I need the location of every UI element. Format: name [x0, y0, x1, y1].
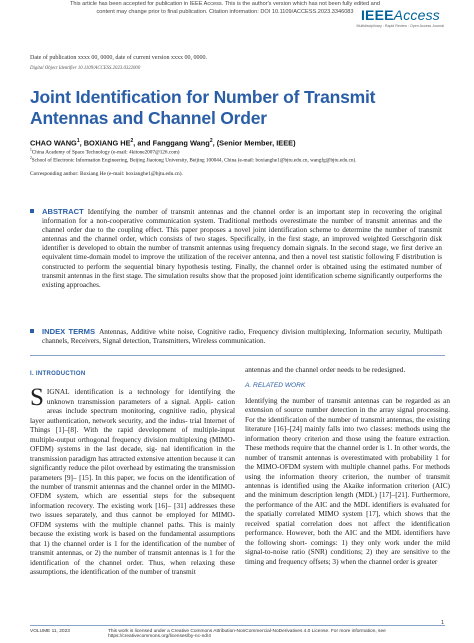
related-line: that the channel order is 1. In other words, the number of — [245, 443, 450, 462]
section-heading-introduction: I. INTRODUCTION — [30, 371, 86, 377]
related-line: Identifying the number of transmit antennas can be regarded — [245, 395, 434, 405]
intro-line: be employed for MIMO-OFDM systems with the multiple — [30, 510, 236, 529]
related-line: methods using the information theory criterion, the number of — [245, 462, 450, 481]
related-line: does not affect the identification performance. However, both — [245, 518, 450, 538]
index-terms-heading: INDEX TERMS — [42, 327, 96, 336]
logo-access-text: Access — [393, 7, 440, 23]
index-terms-marker-icon — [30, 329, 34, 333]
author-3: , and Fanggang Wang — [133, 138, 210, 148]
intro-line: order is 1 for the identification of the number of transmit — [30, 538, 235, 558]
corresponding-author: Corresponding author: Boxiang He (e-mail: boxianghe1@bjtu.edu.cn). — [30, 171, 183, 177]
logo-ieee-text: IEEE — [360, 7, 394, 23]
intro-line: channel paths. This is mainly because the existing work is — [30, 519, 235, 539]
intro-line: identification of the channel order. Thus, when relaxing these — [30, 557, 235, 567]
intro-line: [31] addresses these two issues separately, and thus cannot — [30, 500, 236, 520]
section-divider — [30, 355, 445, 356]
intro-line: pilot overhead by estimating the transmission parameters [9]– — [30, 463, 235, 482]
related-work-body — [245, 396, 450, 566]
related-line: ratio (SNR) conditions; 2) they are sensitive to the timing — [245, 547, 450, 566]
abstract-heading: ABSTRACT — [42, 207, 84, 216]
affiliation-1-text: China Academy of Space Technology (e-mail: 4kitone2007@126.com) — [31, 149, 180, 156]
right-intro-line: antennas and the channel order needs to be redesigned. — [245, 365, 406, 374]
related-line: the AIC and the MDL identifiers have the following short- — [245, 528, 450, 547]
logo-tagline: Multidisciplinary : Rapid Review : Open Access Journal — [356, 24, 444, 28]
affiliation-2 — [30, 155, 440, 165]
related-line: [17]–[21]. Furthermore, the performance of the AIC and the MDL — [245, 490, 450, 509]
volume-label: VOLUME 11, 2023 — [30, 629, 70, 634]
abstract-marker-icon — [30, 209, 34, 213]
index-terms-text: Antennas, Additive white noise, Cognitive radio, Frequency division multiplexing, Information security, Multipath channels, Receivers, Signal detection, Transmitters, Wireless communication. — [42, 328, 442, 346]
intro-line: IGNAL identification is a technology for identifying the — [46, 387, 235, 397]
subsection-heading-related-work: A. RELATED WORK — [245, 382, 306, 390]
acceptance-notice — [60, 0, 390, 16]
author-1: CHAO WANG — [30, 138, 77, 148]
abstract-text: Identifying the number of transmit antennas and the channel order is an important step in recovering the original information for a non-cooperative communication system. Traditional methods overestimate the number of transmit antennas and the channel order due to the coupling effect. This paper proposes a novel joint identification scheme to determine the number of transmit antennas and the channel order, which consists of two stages. Specifically, in the first stage, an improved weighted Gerschgorin disk identifier is developed to obtain the number of transmit antennas using frequency domain signals. In the second stage, we first derive an equivalent time-domain model to improve the utilization of the receiver antenna, and then a novel test statistic following F distribution is constructed to perform the sequential binary hypothesis testing. Finally, the channel order is obtained using the estimated number of transmit antennas in the first stage. The simulation results show that the proposed joint identification scheme significantly outperforms the existing approaches. — [42, 208, 442, 289]
paper-title: Joint Identification for Number of Transmit Antennas and Channel Order — [30, 87, 376, 128]
left-column — [30, 371, 236, 577]
intro-line: MIMO-OFDM system, which are essential steps for the — [30, 481, 235, 501]
intro-line: cation areas include spectrum monitoring, cognitive radio, — [46, 396, 235, 416]
intro-line: multiplexing (MIMO-OFDM) systems in the last decade, sig- — [30, 434, 235, 454]
page-number: 1 — [441, 620, 444, 626]
related-line: two classes: methods using the information theory criterion — [245, 424, 450, 443]
intro-line: extensive attention because it can significantly reduce the — [30, 453, 235, 473]
intro-line: antennas, or 2) the number of transmit antennas is 1 for the — [56, 548, 235, 558]
related-line: and those using the feature extraction. These methods require — [245, 433, 451, 453]
drop-cap: S — [30, 384, 44, 412]
right-column — [245, 365, 450, 566]
affiliation-1-sup: 1 — [30, 148, 32, 152]
intro-line: unknown transmission parameters of a signal. Appli- — [46, 396, 214, 406]
related-line: the MIMO-OFDM system with multiple channel paths. For — [245, 462, 426, 472]
intro-line: trial Internet of Things [1]–[8]. With the rapid development of — [30, 415, 235, 435]
related-line: comings: 1) they only work under the mild signal-to-noise — [245, 537, 450, 557]
intro-line: subsequent information recovery. The existing work [16]– — [30, 491, 235, 510]
author-1-sup: 1 — [76, 138, 80, 144]
related-line: transmit antennas is identified using the Akaike information — [245, 471, 450, 490]
intro-line: number of transmit antennas and the channel order in the — [41, 481, 212, 491]
affiliation-2-sup: 2 — [30, 156, 32, 160]
author-3-sup: 2 — [209, 138, 213, 144]
intro-line: nal identification in the transmission paradigm has attracted — [30, 444, 235, 463]
doi-line: Digital Object Identifier 10.1109/ACCESS.2023.0322000 — [30, 66, 141, 71]
ieee-access-logo — [361, 7, 440, 23]
intro-line: physical layer authentication, network security, and the indus- — [30, 406, 235, 425]
related-line: system [17], which shows that the received spatial correlation — [245, 509, 450, 528]
publication-date: Date of publication xxxx 00, 0000, date of current version xxxx 00, 0000. — [30, 55, 207, 61]
author-3-suffix: , (Senior Member, IEEE) — [212, 138, 296, 148]
introduction-body — [30, 384, 236, 577]
intro-line: [15]. In this paper, we focus on the identification of the — [30, 472, 236, 491]
related-line: transmit antennas is overestimated with probability 1 for — [278, 452, 450, 462]
affiliation-2-text: School of Electronic Information Engineering, Beijing Jiaotong University, Beijing 100044, China (e-mail: boxianghe1@bjtu.edu.cn, wangfg@bjtu.edu.cn). — [31, 157, 357, 164]
intro-line: multiple-input multiple-output orthogonal frequency division — [30, 425, 235, 444]
abstract — [42, 207, 442, 290]
intro-line: assumptions, the identification of the number of transmit — [30, 567, 196, 577]
notice-line-2: content may change prior to final publication. Citation information: DOI 10.1109/ACCESS.2023.3346083 — [96, 9, 354, 15]
license-notice: This work is licensed under a Creative Commons Attribution-NonCommercial-NoDerivatives 4.0 License. For more information, see https://creativecommons.org/licenses/by-nc-nd/4 — [108, 629, 386, 639]
related-line: antennas, the existing literature [16]–[24] mainly falls into — [245, 414, 450, 434]
related-line: processing. For the identification of the number of transmit — [245, 405, 450, 424]
author-2: , BOXIANG HE — [79, 138, 131, 148]
author-list — [30, 138, 296, 147]
intro-line: based on the fundamental assumptions that 1) the channel — [30, 529, 235, 548]
related-line: identifiers is evaluated for the spatially correlated MIMO — [245, 499, 450, 519]
related-line: criterion (AIC) and the minimum description length (MDL) — [245, 480, 450, 500]
notice-line-1: This article has been accepted for publication in IEEE Access. This is the author's version which has not been fully edited and — [69, 1, 381, 7]
index-terms — [42, 327, 442, 346]
related-line: as an extension of source number detection in the array signal — [245, 395, 450, 415]
related-line: and frequency offsets; 3) when the channel order is greater — [265, 556, 438, 566]
author-2-sup: 2 — [130, 138, 134, 144]
footer-divider — [30, 625, 445, 626]
